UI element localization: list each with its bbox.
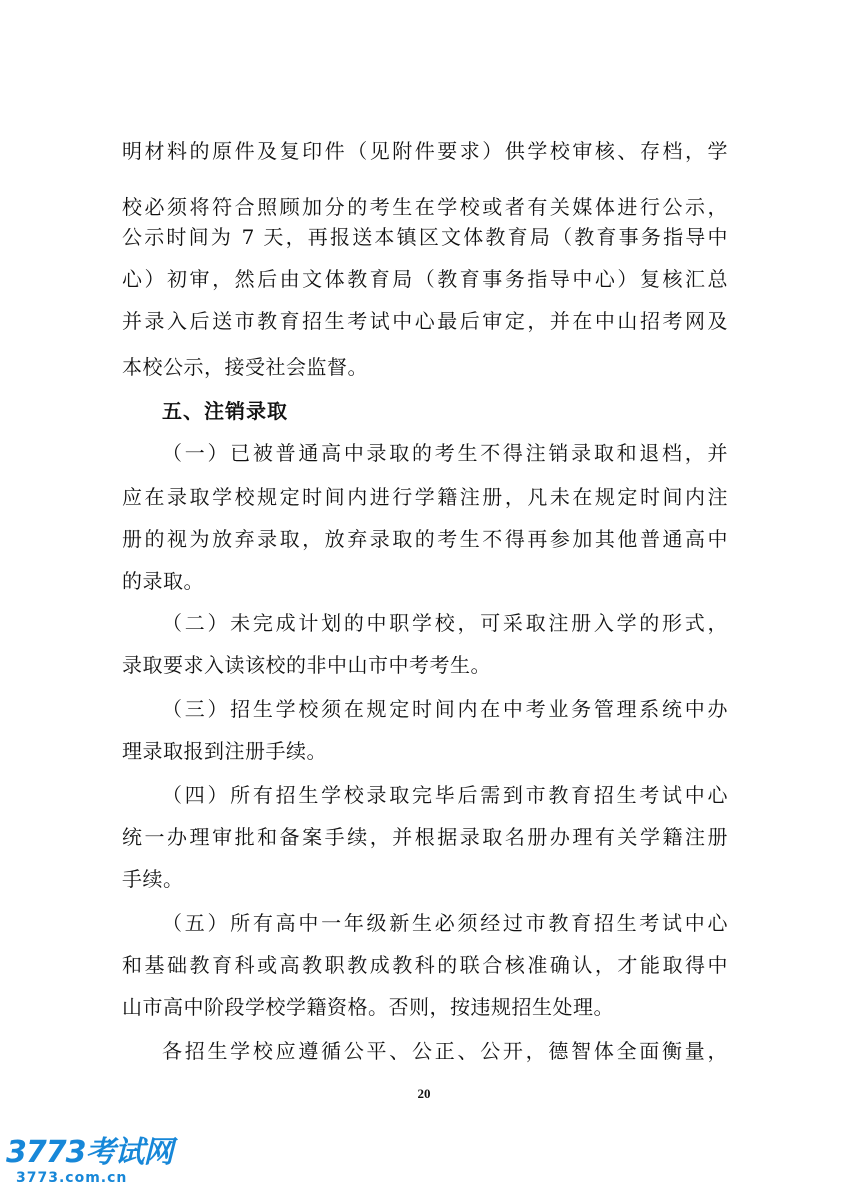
paragraph-first-line: （二）未完成计划的中职学校，可采取注册入学的形式，: [162, 611, 728, 635]
body-line: 并录入后送市教育招生考试中心最后审定，并在中山招考网及: [122, 309, 728, 333]
page-number: 20: [417, 1086, 431, 1101]
body-line: 录取要求入读该校的非中山市中考考生。: [122, 653, 491, 677]
body-line: 心）初审，然后由文体教育局（教育事务指导中心）复核汇总: [122, 267, 728, 291]
body-line: 统一办理审批和备案手续，并根据录取名册办理有关学籍注册: [122, 825, 728, 849]
body-line: 理录取报到注册手续。: [122, 739, 327, 763]
section-heading: 五、注销录取: [162, 399, 288, 423]
body-line: 本校公示，接受社会监督。: [122, 355, 368, 379]
body-line: 公示时间为 7 天，再报送本镇区文体教育局（教育事务指导中: [122, 225, 728, 249]
body-line: 山市高中阶段学校学籍资格。否则，按违规招生处理。: [122, 995, 614, 1019]
paragraph-first-line: （四）所有招生学校录取完毕后需到市教育招生考试中心: [162, 783, 728, 807]
body-line: 册的视为放弃录取，放弃录取的考生不得再参加其他普通高中: [122, 527, 728, 551]
body-line: 和基础教育科或高教职教成教科的联合核准确认，才能取得中: [122, 953, 728, 977]
watermark-logo-text: 3773考试网: [6, 1135, 173, 1170]
body-line: 手续。: [122, 867, 184, 891]
paragraph-first-line: 各招生学校应遵循公平、公正、公开，德智体全面衡量，: [162, 1039, 728, 1063]
body-line: 的录取。: [122, 569, 204, 593]
paragraph-first-line: （三）招生学校须在规定时间内在中考业务管理系统中办: [162, 697, 728, 721]
body-line: 校必须将符合照顾加分的考生在学校或者有关媒体进行公示，: [122, 195, 728, 219]
watermark-url: 3773.com.cn: [16, 1170, 128, 1186]
site-watermark-logo: [6, 1136, 206, 1194]
body-line: 应在录取学校规定时间内进行学籍注册，凡未在规定时间内注: [122, 485, 728, 509]
body-line: 明材料的原件及复印件（见附件要求）供学校审核、存档，学: [122, 139, 728, 163]
paragraph-first-line: （五）所有高中一年级新生必须经过市教育招生考试中心: [162, 911, 728, 935]
paragraph-first-line: （一）已被普通高中录取的考生不得注销录取和退档，并: [162, 441, 728, 465]
